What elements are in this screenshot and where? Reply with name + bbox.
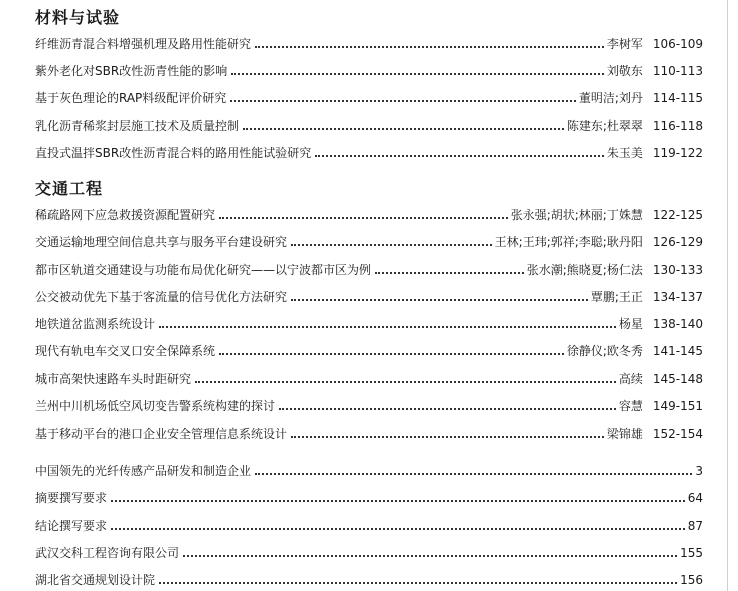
toc-entry[interactable] [35, 342, 703, 358]
entry-pages: 110-113 [652, 64, 703, 78]
entry-author: 张水潮;熊晓夏;杨仁法 [526, 263, 643, 277]
entry-author: 杨星 [618, 317, 643, 331]
entry-title[interactable]: 乳化沥青稀浆封层施工技术及质量控制 [35, 119, 240, 133]
entry-title[interactable]: 地铁道岔监测系统设计 [35, 317, 156, 331]
leader-dots [279, 408, 616, 410]
entry-title[interactable]: 城市高架快速路车头时距研究 [35, 372, 192, 386]
ad-page: 155 [680, 546, 703, 560]
entry-author: 徐静仪;欧冬秀 [566, 344, 643, 358]
entry-pages: 149-151 [652, 399, 703, 413]
leader-dots [159, 582, 677, 584]
toc-entry[interactable] [35, 35, 703, 51]
leader-dots [183, 555, 677, 557]
ad-title[interactable]: 武汉交科工程咨询有限公司 [35, 546, 180, 560]
leader-dots [195, 381, 616, 383]
ad-title[interactable]: 湖北省交通规划设计院 [35, 573, 156, 587]
toc-entry[interactable] [35, 206, 703, 222]
ad-entry[interactable] [35, 517, 703, 533]
entry-pages: 141-145 [652, 344, 703, 358]
leader-dots [243, 128, 564, 130]
entry-author: 董明洁;刘丹 [578, 91, 643, 105]
toc-entry[interactable] [35, 89, 703, 105]
entry-title[interactable]: 紫外老化对SBR改性沥青性能的影响 [35, 64, 228, 78]
entry-author: 王林;王玮;郭祥;李聪;耿丹阳 [494, 235, 643, 249]
leader-dots [291, 244, 492, 246]
toc-entry[interactable] [35, 117, 703, 133]
section-title-materials: 材料与试验 [35, 8, 121, 27]
entry-author: 刘敬东 [606, 64, 643, 78]
toc-entry[interactable] [35, 261, 703, 277]
entry-author: 张永强;胡状;林丽;丁姝慧 [510, 208, 643, 222]
leader-dots [375, 272, 524, 274]
entry-pages: 130-133 [652, 263, 703, 277]
toc-entry[interactable] [35, 144, 703, 160]
leader-dots [291, 436, 604, 438]
toc-entry[interactable] [35, 370, 703, 386]
ad-entry[interactable] [35, 571, 703, 587]
entry-pages: 122-125 [652, 208, 703, 222]
leader-dots [219, 217, 508, 219]
section-title-traffic: 交通工程 [35, 179, 104, 198]
ad-page: 64 [687, 491, 703, 505]
entry-author: 朱玉美 [606, 146, 643, 160]
leader-dots [111, 528, 685, 530]
leader-dots [291, 299, 588, 301]
toc-entry[interactable] [35, 315, 703, 331]
ad-page: 3 [695, 464, 703, 478]
ad-title[interactable]: 摘要撰写要求 [35, 491, 108, 505]
leader-dots [231, 73, 604, 75]
leader-dots [219, 353, 564, 355]
toc-entry[interactable] [35, 288, 703, 304]
entry-author: 高续 [618, 372, 643, 386]
entry-title[interactable]: 基于灰色理论的RAP料级配评价研究 [35, 91, 227, 105]
leader-dots [230, 100, 576, 102]
entry-author: 容慧 [618, 399, 643, 413]
entry-pages: 116-118 [652, 119, 703, 133]
entry-pages: 152-154 [652, 427, 703, 441]
leader-dots [315, 155, 604, 157]
entry-title[interactable]: 直投式温拌SBR改性沥青混合料的路用性能试验研究 [35, 146, 312, 160]
entry-title[interactable]: 交通运输地理空间信息共享与服务平台建设研究 [35, 235, 288, 249]
entry-title[interactable]: 稀疏路网下应急救援资源配置研究 [35, 208, 216, 222]
entry-author: 李树军 [606, 37, 643, 51]
entry-author: 覃鹏;王正 [590, 290, 643, 304]
leader-dots [255, 473, 692, 475]
leader-dots [159, 326, 616, 328]
entry-author: 梁锦雄 [606, 427, 643, 441]
entry-pages: 126-129 [652, 235, 703, 249]
ad-title[interactable]: 结论撰写要求 [35, 519, 108, 533]
entry-title[interactable]: 基于移动平台的港口企业安全管理信息系统设计 [35, 427, 288, 441]
ad-page: 156 [680, 573, 703, 587]
entry-title[interactable]: 兰州中川机场低空风切变告警系统构建的探讨 [35, 399, 276, 413]
toc-entry[interactable] [35, 62, 703, 78]
leader-dots [111, 500, 685, 502]
ad-entry[interactable] [35, 489, 703, 505]
entry-pages: 119-122 [652, 146, 703, 160]
entry-pages: 138-140 [652, 317, 703, 331]
leader-dots [255, 46, 604, 48]
ad-page: 87 [687, 519, 703, 533]
entry-title[interactable]: 纤维沥青混合料增强机理及路用性能研究 [35, 37, 252, 51]
entry-title[interactable]: 现代有轨电车交叉口安全保障系统 [35, 344, 216, 358]
entry-pages: 145-148 [652, 372, 703, 386]
ad-title[interactable]: 中国领先的光纤传感产品研发和制造企业 [35, 464, 252, 478]
entry-pages: 114-115 [652, 91, 703, 105]
entry-title[interactable]: 都市区轨道交通建设与功能布局优化研究——以宁波都市区为例 [35, 263, 372, 277]
toc-entry[interactable] [35, 233, 703, 249]
entry-pages: 106-109 [652, 37, 703, 51]
toc-entry[interactable] [35, 397, 703, 413]
entry-pages: 134-137 [652, 290, 703, 304]
ad-entry[interactable] [35, 462, 703, 478]
toc-entry[interactable] [35, 425, 703, 441]
ad-entry[interactable] [35, 544, 703, 560]
entry-author: 陈建东;杜翠翠 [566, 119, 643, 133]
entry-title[interactable]: 公交被动优先下基于客流量的信号优化方法研究 [35, 290, 288, 304]
